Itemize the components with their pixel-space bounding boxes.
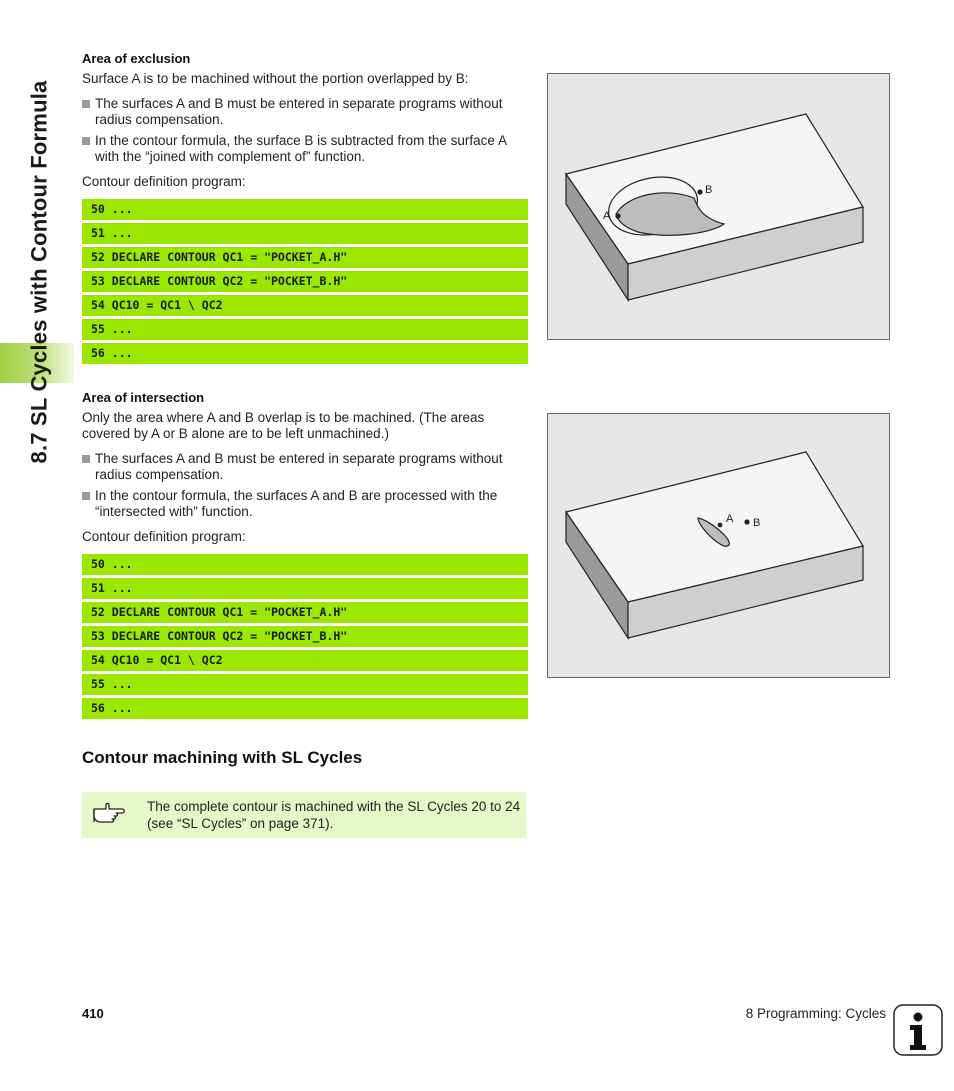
code-line: 52 DECLARE CONTOUR QC1 = "POCKET_A.H": [82, 602, 528, 623]
code-line: 51 ...: [82, 578, 528, 599]
chapter-side-title: [22, 52, 56, 492]
code-line: 54 QC10 = QC1 \ QC2: [82, 295, 528, 316]
exclusion-code-block: [82, 199, 528, 364]
exclusion-figure: [547, 73, 890, 340]
figure-label-b: B: [753, 517, 761, 529]
pointing-hand-icon: [92, 800, 128, 826]
note-box: [82, 792, 526, 838]
intersection-code-block: [82, 554, 528, 719]
intersection-figure-drawing: [548, 414, 889, 677]
code-line: 55 ...: [82, 674, 528, 695]
exclusion-program-label: Contour definition program:: [82, 174, 246, 189]
exclusion-bullet-1: The surfaces A and B must be entered in separate programs without radius compensation.: [82, 96, 528, 128]
intersection-intro: Only the area where A and B overlap is to be machined. (The areas covered by A or B alone are to be left unmachined.): [82, 410, 485, 441]
exclusion-intro: Surface A is to be machined without the portion overlapped by B:: [82, 71, 469, 86]
code-line: 53 DECLARE CONTOUR QC2 = "POCKET_B.H": [82, 271, 528, 292]
code-line: 54 QC10 = QC1 \ QC2: [82, 650, 528, 671]
code-line: 50 ...: [82, 554, 528, 575]
figure-label-b: B: [705, 184, 713, 196]
code-line: 53 DECLARE CONTOUR QC2 = "POCKET_B.H": [82, 626, 528, 647]
figure-label-a: A: [726, 513, 734, 525]
intersection-bullet-2: In the contour formula, the surfaces A and B are processed with the “intersected with” function.: [82, 488, 528, 520]
chapter-side-title-text: 8.7 SL Cycles with Contour Formula: [26, 80, 51, 464]
machining-section: [82, 748, 362, 768]
code-line: 51 ...: [82, 223, 528, 244]
intersection-section: [82, 389, 528, 722]
exclusion-heading: Area of exclusion: [82, 51, 191, 66]
exclusion-figure-drawing: [548, 74, 889, 339]
intersection-figure: [547, 413, 890, 678]
page-number: 410: [82, 1006, 104, 1021]
intersection-program-label: Contour definition program:: [82, 529, 246, 544]
code-line: 50 ...: [82, 199, 528, 220]
exclusion-bullet-2: In the contour formula, the surface B is subtracted from the surface A with the “joined with complement of” function.: [82, 133, 528, 165]
intersection-heading: Area of intersection: [82, 390, 205, 405]
code-line: 56 ...: [82, 343, 528, 364]
info-icon: [893, 1004, 943, 1056]
code-line: 52 DECLARE CONTOUR QC1 = "POCKET_A.H": [82, 247, 528, 268]
intersection-bullet-1: The surfaces A and B must be entered in separate programs without radius compensation.: [82, 451, 528, 483]
exclusion-section: [82, 50, 528, 367]
note-text: The complete contour is machined with the SL Cycles 20 to 24 (see “SL Cycles” on page 371).: [147, 799, 521, 831]
machining-heading: Contour machining with SL Cycles: [82, 748, 363, 767]
figure-label-a: A: [603, 210, 611, 222]
footer-chapter: 8 Programming: Cycles: [745, 1006, 886, 1021]
code-line: 56 ...: [82, 698, 528, 719]
code-line: 55 ...: [82, 319, 528, 340]
